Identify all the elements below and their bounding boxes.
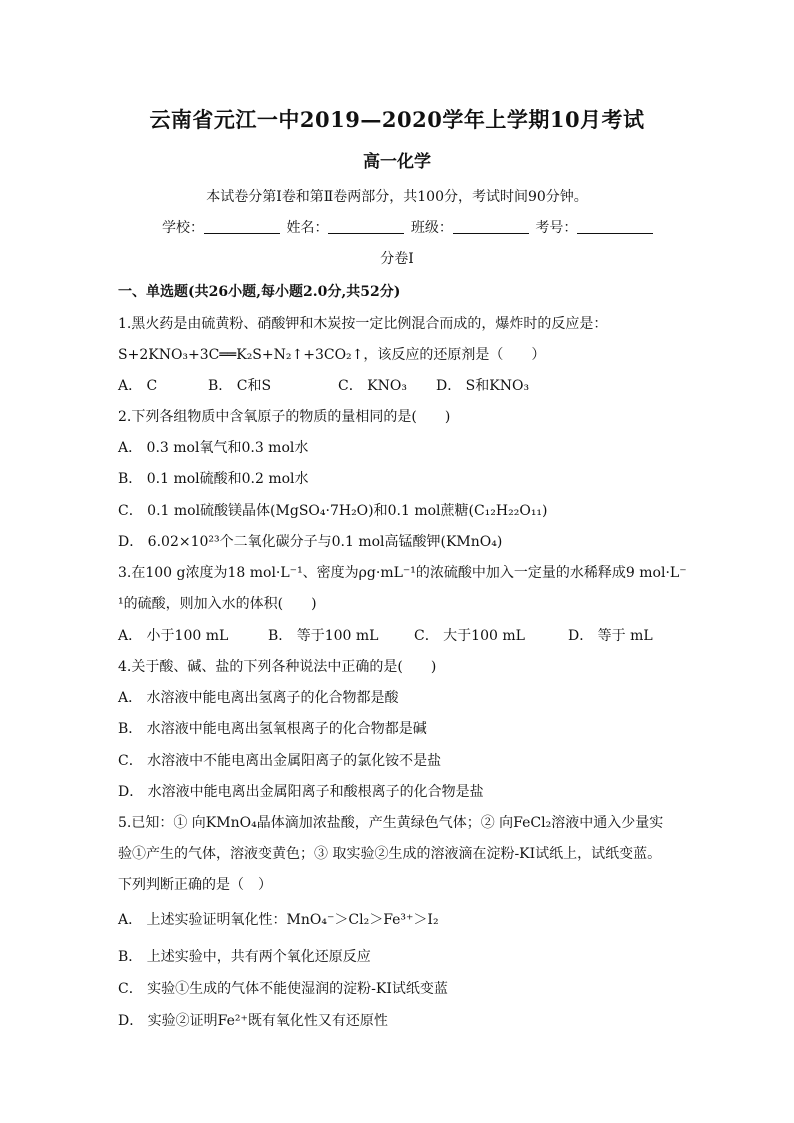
q5-stem-line-2: 验①产生的气体，溶液变黄色；③ 取实验②生成的溶液滴在淀粉-KI试纸上，试纸变蓝。 <box>118 846 662 862</box>
school-blank[interactable] <box>204 219 280 234</box>
exam-title: 云南省元江一中2019—2020学年上学期10月考试 <box>149 107 645 132</box>
q1-stem-line-1: 1.黑火药是由硫黄粉、硝酸钾和木炭按一定比例混合而成的，爆炸时的反应是： <box>118 316 608 332</box>
q5-stem-line-1: 5.已知：① 向KMnO₄晶体滴加浓盐酸，产生黄绿色气体；② 向FeCl₂溶液中通入少量实 <box>118 815 664 831</box>
q1-options <box>118 375 529 395</box>
q2-stem: 2.下列各组物质中含氧原子的物质的量相同的是( ) <box>118 409 451 425</box>
q4-option-a[interactable]: A． 水溶液中能电离出氢离子的化合物都是酸 <box>118 690 399 706</box>
q5-option-d[interactable]: D． 实验②证明Fe²⁺既有氧化性又有还原性 <box>118 1013 388 1029</box>
q3-stem-line-1: 3.在100 g浓度为18 mol·L⁻¹、密度为ρg·mL⁻¹的浓硫酸中加入一定量的水稀释成9 mol·L⁻ <box>118 565 687 581</box>
q2-option-a[interactable]: A． 0.3 mol氧气和0.3 mol水 <box>118 440 309 456</box>
q3-option-c[interactable]: C． 大于100 mL <box>414 628 525 644</box>
q1-option-c[interactable]: C． KNO₃ <box>338 378 407 394</box>
q3-stem-line-2: ¹的硫酸，则加入水的体积( ) <box>118 596 317 612</box>
part-heading: 分卷I <box>380 251 414 267</box>
q4-stem: 4.关于酸、碱、盐的下列各种说法中正确的是( ) <box>118 659 437 675</box>
q4-option-d[interactable]: D． 水溶液中能电离出金属阳离子和酸根离子的化合物是盐 <box>118 784 484 800</box>
q2-option-c[interactable]: C． 0.1 mol硫酸镁晶体(MgSO₄·7H₂O)和0.1 mol蔗糖(C₁₂H₂₂O₁₁) <box>118 503 548 519</box>
exam-intro: 本试卷分第Ⅰ卷和第Ⅱ卷两部分，共100分，考试时间90分钟。 <box>206 189 588 205</box>
q3-options <box>118 625 653 645</box>
q5-stem-line-3: 下列判断正确的是（ ） <box>118 877 272 893</box>
name-label: 姓名： <box>286 220 329 236</box>
q2-option-b[interactable]: B． 0.1 mol硫酸和0.2 mol水 <box>118 471 309 487</box>
q4-option-b[interactable]: B． 水溶液中能电离出氢氧根离子的化合物都是碱 <box>118 721 427 737</box>
q3-option-b[interactable]: B． 等于100 mL <box>268 628 379 644</box>
q3-option-a[interactable]: A． 小于100 mL <box>118 628 229 644</box>
class-blank[interactable] <box>453 219 529 234</box>
q1-option-d[interactable]: D． S和KNO₃ <box>436 378 530 394</box>
q3-option-d[interactable]: D． 等于 mL <box>568 628 653 644</box>
exam-subject: 高一化学 <box>363 152 431 172</box>
class-label: 班级： <box>410 220 453 236</box>
exam-number-blank[interactable] <box>577 219 653 234</box>
q5-option-c[interactable]: C． 实验①生成的气体不能使湿润的淀粉-KI试纸变蓝 <box>118 981 448 997</box>
name-blank[interactable] <box>328 219 404 234</box>
q4-option-c[interactable]: C． 水溶液中不能电离出金属阳离子的氯化铵不是盐 <box>118 753 442 769</box>
section-heading: 一、单选题(共26小题,每小题2.0分,共52分) <box>118 284 401 300</box>
q5-option-a[interactable]: A． 上述实验证明氧化性：MnO₄⁻＞Cl₂＞Fe³⁺＞I₂ <box>118 912 439 928</box>
exam-number-label: 考号： <box>535 220 578 236</box>
q1-option-b[interactable]: B． C和S <box>208 378 272 394</box>
q1-stem-line-2: S+2KNO₃+3C══K₂S+N₂↑+3CO₂↑，该反应的还原剂是（ ） <box>118 347 546 363</box>
school-label: 学校： <box>162 220 204 236</box>
student-info-fields <box>162 217 655 237</box>
q1-option-a[interactable]: A． C <box>118 378 158 394</box>
q2-option-d[interactable]: D． 6.02×10²³个二氧化碳分子与0.1 mol高锰酸钾(KMnO₄) <box>118 534 503 550</box>
q5-option-b[interactable]: B． 上述实验中，共有两个氧化还原反应 <box>118 949 371 965</box>
